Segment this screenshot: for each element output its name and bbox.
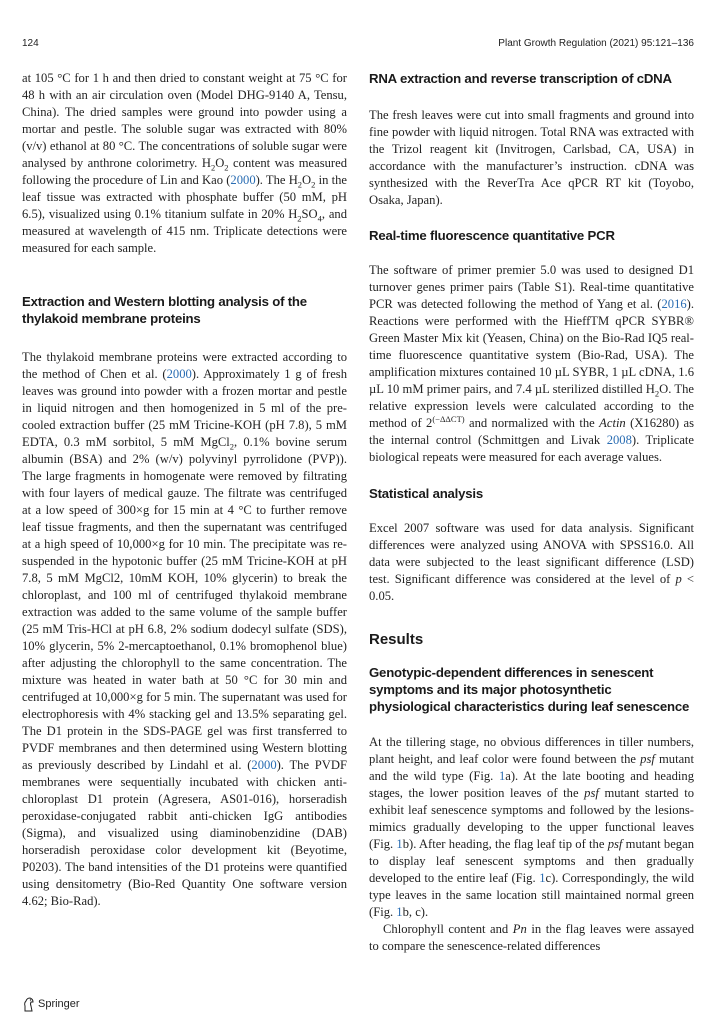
citation-link[interactable]: 2000 — [166, 367, 192, 381]
drying-paragraph: at 105 °C for 1 h and then dried to constant weight at 75 °C for 48 h with an air circulation oven (Model DHG-9140 A, Tensu, China). The dried samples were ground into powder using a mortar and pestle. The soluble sugar was extracted with 80% (v/v) ethanol at 80 °C. The concentrations of soluble sugar were analysed by anthrone colorimetry. $H_2O_2$ content was measured following the procedure of Lin and Kao (2000). The $H_2O_2$ in the leaf tissue was extracted with phosphate buffer (50 mM, pH 6.5), visualized using 0.1% titanium sulfate in 20% $H_2SO_4$, and measured at wavelength of 415 nm. Triplicate detections were measured for each sample. — [22, 71, 348, 255]
publisher-name: Springer — [38, 998, 80, 1010]
citation-link[interactable]: 2000 — [251, 758, 277, 772]
section-heading-rna: RNA extraction and reverse transcription of cDNA — [369, 71, 672, 86]
left-column — [22, 70, 347, 910]
rna-paragraph: The fresh leaves were cut into small fragments and ground into fine powder with liquid nitrogen. Total RNA was extracted with the Trizol reagent kit (Invitrogen, Carlsbad, CA, USA) in accordance with the manufacturer’s instruction. cDNA was synthesized with the ReverTra Ace qPCR RT kit (Toyobo, Osaka, Japan). — [369, 108, 694, 207]
page-footer — [22, 996, 80, 1012]
citation-link[interactable]: 2008 — [606, 433, 632, 447]
right-column — [369, 70, 694, 955]
page-number: 124 — [22, 38, 39, 49]
citation-link[interactable]: 2016 — [661, 297, 687, 311]
section-heading-statistics: Statistical analysis — [369, 486, 484, 501]
running-header — [22, 38, 694, 52]
figure-link[interactable]: 1 — [498, 769, 506, 783]
pcr-paragraph: The software of primer premier 5.0 was used to designed D1 turnover genes primer pairs (Table S1). Real-time quantitative PCR was detected following the method of Yang et al. (2016). Reactions were performed with the HieffTM qPCR SYBR® Green Master Mix kit (Yeasen, China) on the Bio-Rad IQ5 real-time fluorescence quantitative system (Bio-Rad, USA). The amplification mixtures contained 10 µL SYBR, 1 µL cDNA, 1.6 µL 10 mM primer pairs, and 7.4 µL sterilized distilled $H_2O$. The relative expression levels were calculated according to the method of $2^{(-\Delta\Delta CT)}$ and normalized with the Actin (X16280) as the internal control (Schmittgen and Livak 2008). Triplicate biological repeats were measured for each average values. — [369, 263, 695, 464]
genotypic-paragraph: At the tillering stage, no obvious differences in tiller numbers, plant height, and leaf color were found between the psf mutant and the wild type (Fig. 1a). At the late booting and heading stages, the lower position leaves of the psf mutant started to exhibit leaf senescence symptoms and followed by the lesions-mimics gradually developing to the upper functional leaves (Fig. 1b). After heading, the flag leaf tip of the psf mutant began to display leaf senescent symptoms and then gradually developed to the entire leaf (Fig. 1c). Correspondingly, the wild type leaves in the same location still maintained normal green (Fig. 1b, c). — [369, 735, 694, 919]
figure-link[interactable]: 1 — [396, 905, 403, 919]
section-heading-results: Results — [369, 631, 424, 648]
western-paragraph: The thylakoid membrane proteins were extracted according to the method of Chen et al. (2000). Approximately 1 g of fresh leaves was ground into powder with a frozen mortar and pestle in liquid nitrogen and then homogenized in 5 ml of the pre-cooled extraction buffer (25 mM Tricine-KOH (pH 7.8), 5 mM EDTA, 0.3 mM sorbitol, 5 mM MgCl$_2$, 0.1% bovine serum albumin (BSA) and 2% (w/v) polyvinyl pyrrolidone (PVP)). The large fragments in homogenate were removed by filtrating with four layers of medical gauze. The filtrate was centrifuged at a low speed of 300×g for 15 min at 4 °C to further remove leaf tissue fragments, and then the supernatant was centrifuged at a high speed of 10,000×g for 10 min. The precipitate was re-suspended in the hypotonic buffer (25 mM Tricine-KOH at pH 7.8, 5 mM MgCl2, 10mM KOH, 10% glycerin) to break the chloroplast, and 100 ml of centrifuged thylakoid membrane extraction was added to the same volume of the sample buffer (25 mM Tris-HCl at pH 6.8, 2% sodium dodecyl sulfate (SDS), 10% glycerin, 5% 2-mercaptoethanol, 0.1% bromophenol blue) after adjusting the chlorophyll to the same concentration. The mixture was heated in water bath at 50 °C for 30 min and centrifuged at 10,000×g for 5 min. The supernatant was used for electrophoresis with 4% stacking gel and 13.5% separating gel. The D1 protein in the SDS-PAGE gel was first transferred to PVDF membranes and then determined using Western blotting as previously described by Lindahl et al. (2000). The PVDF membranes were sequentially incubated with chicken anti-chloroplast D1 protein (Agresera, AS01-016), horseradish peroxidase-conjugated rabbit anti-chicken IgG antibodies (Sigma), and visualized using diaminobenzidine (DAB) horseradish peroxidase color development kit (Beyotime, P0203). The band intensities of the D1 proteins were quantified using densitometry (Bio-Red Quantity One software version 4.62; Bio-Rad). — [22, 350, 347, 908]
section-heading-pcr: Real-time fluorescence quantitative PCR — [369, 228, 615, 243]
citation-link[interactable]: 2000 — [230, 173, 256, 187]
chlorophyll-paragraph: Chlorophyll content and Pn in the flag leaves were assayed to compare the senescence-related differences — [369, 922, 694, 953]
section-heading-western: Extraction and Western blotting analysis of the thylakoid membrane proteins — [22, 294, 307, 326]
journal-citation: Plant Growth Regulation (2021) 95:121–136 — [498, 38, 694, 49]
figure-link[interactable]: 1 — [396, 837, 403, 851]
subsection-heading-genotypic: Genotypic-dependent differences in senescent symptoms and its major photosynthetic physiological characteristics during leaf senescence — [369, 665, 690, 714]
springer-horse-icon — [22, 997, 35, 1012]
statistics-paragraph: Excel 2007 software was used for data analysis. Significant differences were analyzed using ANOVA with SPSS16.0. All data were subjected to the least significant difference (LSD) test. Significant difference was considered at the level of p < 0.05. — [369, 521, 694, 603]
figure-link[interactable]: 1 — [539, 871, 546, 885]
